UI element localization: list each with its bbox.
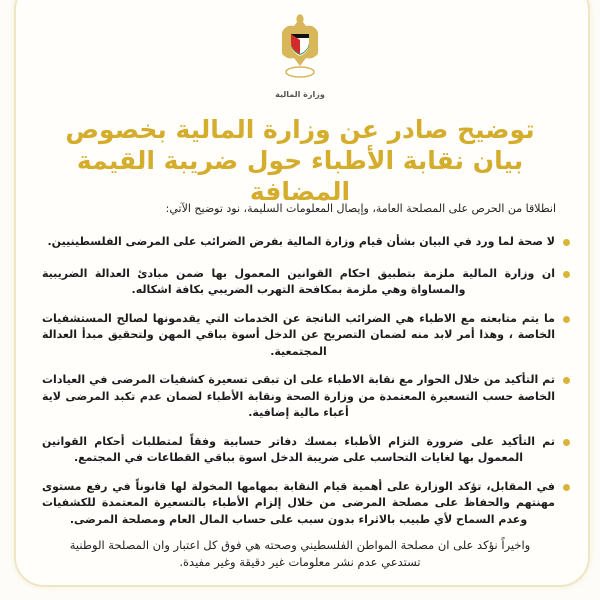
list-item — [42, 266, 572, 299]
bullet-icon — [563, 316, 570, 323]
point-text: تم التأكيد من خلال الحوار مع نقابة الاطباء على ان تبقى تسعيرة كشفيات المرضى في العيادات الخاصة حسب التسعيرة المعتمدة من وزارة الصحة ونقابة الأطباء لضمان عدم تكبد المرضى لاية أعباء مالية إضافية. — [42, 373, 555, 419]
title-line-1: توضيح صادر عن وزارة المالية بخصوص — [65, 115, 535, 144]
list-item — [42, 434, 572, 467]
closing-text: واخيراً نؤكد على ان مصلحة المواطن الفلسطيني وصحته هي فوق كل اعتبار وان المصلحة الوطنية تستدعي عدم نشر معلومات غير دقيقة وغير مفيدة. — [69, 538, 531, 569]
list-item — [42, 234, 572, 251]
title-line-2: بيان نقابة الأطباء حول ضريبة القيمة المضافة — [76, 146, 524, 206]
intro-text: انطلاقا من الحرص على المصلحة العامة، وإيصال المعلومات السليمة، نود توضيح الآتي: — [165, 202, 556, 215]
list-item — [42, 479, 572, 529]
point-text: تم التأكيد على ضرورة التزام الأطباء بمسك دفاتر حسابية وفقاً لمتطلبات أحكام القوانين المعمول بها لغايات التحاسب على ضريبة الدخل اسوة بباقي القطاعات في المجتمع. — [42, 434, 555, 464]
bullet-icon — [563, 271, 570, 278]
bullet-icon — [563, 239, 570, 246]
bullet-icon — [563, 377, 570, 384]
points-list — [42, 234, 572, 540]
eagle-emblem-logo — [278, 12, 322, 82]
bullet-icon — [563, 484, 570, 491]
page-title — [30, 114, 570, 207]
list-item — [42, 311, 572, 361]
point-text: في المقابل، تؤكد الوزارة على أهمية قيام النقابة بمهامها المخولة لها قانوناً في رفع مستوى مهنتهم والحفاظ على مصلحة المرضى من خلال إلزام الأطباء بالتسعيرة المعتمدة للكشفيات وعدم السماح لأي طبيب بالاثراء بدون سبب على حساب المال العام ومصلحة المرضى. — [42, 479, 555, 526]
bullet-icon — [563, 439, 570, 446]
list-item — [42, 372, 572, 422]
point-text: لا صحة لما ورد في البيان بشأن قيام وزارة المالية بفرض الضرائب على المرضى الفلسطينيين. — [47, 235, 555, 248]
ministry-name: وزارة المالية — [275, 90, 325, 99]
point-text: ان وزارة المالية ملزمة بتطبيق احكام القوانين المعمول بها ضمن مبادئ العدالة الضريبية والمساواة وهي ملزمة بمكافحة التهرب الضريبي بكافة اشكاله. — [42, 266, 555, 296]
point-text: ما يتم متابعته مع الاطباء هي الضرائب الناتجة عن الخدمات التي يقدمونها لصالح المستشفيات الخاصة ، وهذا أمر لابد منه لضمان التصريح عن الدخل أسوة بباقي المهن ولتحقيق مبدأ العدالة المجتمعية. — [42, 311, 555, 358]
